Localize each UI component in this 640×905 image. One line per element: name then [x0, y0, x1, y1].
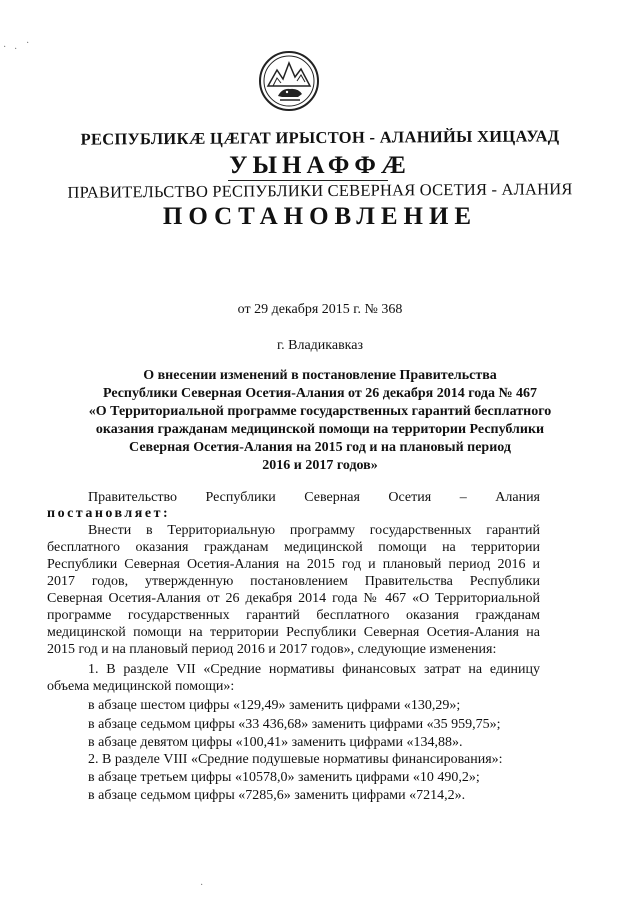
government-header-ossetian: РЕСПУБЛИКӔ ЦӔГАТ ИРЫСТОН - АЛАНИЙЫ ХИЦАУАД — [80, 126, 560, 149]
body-line: медицинской помощи на территории Республики Северная Осетия-Алания на — [47, 625, 540, 640]
title-line: Республики Северная Осетия-Алания от 26 декабря 2014 года № 467 — [102, 386, 538, 401]
body-line: программе государственных гарантий бесплатного оказания гражданам — [47, 608, 540, 623]
body-line: Северная Осетия-Алания от 26 декабря 2014 года № 467 «О Территориальной — [47, 591, 540, 606]
title-line: Северная Осетия-Алания на 2015 год и на плановый период — [129, 440, 511, 455]
body-line: Внести в Территориальную программу государственных гарантий — [88, 523, 540, 538]
decree-city: г. Владикавказ — [276, 338, 364, 353]
body-line: в абзаце седьмом цифры «7285,6» заменить цифрами «7214,2». — [88, 788, 466, 803]
body-line: бесплатного оказания гражданам медицинской помощи на территории — [47, 540, 540, 555]
body-line: 2015 год и на плановый период 2016 и 2017 годов», следующие изменения: — [47, 642, 497, 657]
body-line: Республики Северная Осетия-Алания на 2015 год и плановый период 2016 и — [47, 557, 540, 572]
body-line: 1. В разделе VII «Средние нормативы финансовых затрат на единицу — [88, 662, 540, 677]
scan-speck: · — [200, 880, 204, 891]
decree-title-ossetian: УЫНАФФӔ — [229, 152, 411, 179]
body-line: Правительство Республики Северная Осетия – Алания — [88, 490, 540, 505]
decree-title-russian: ПОСТАНОВЛЕНИЕ — [162, 203, 478, 230]
government-header-russian: ПРАВИТЕЛЬСТВО РЕСПУБЛИКИ СЕВЕРНАЯ ОСЕТИЯ - АЛАНИЯ — [67, 179, 573, 202]
title-line: 2016 и 2017 годов» — [262, 458, 378, 473]
title-line: «О Территориальной программе государственных гарантий бесплатного — [88, 404, 552, 419]
body-line: в абзаце шестом цифры «129,49» заменить цифрами «130,29»; — [88, 698, 461, 713]
body-line: в абзаце третьем цифры «10578,0» заменить цифрами «10 490,2»; — [88, 770, 480, 785]
body-line: в абзаце седьмом цифры «33 436,68» заменить цифрами «35 959,75»; — [88, 717, 501, 732]
title-line: оказания гражданам медицинской помощи на территории Республики — [95, 422, 545, 437]
scan-speck: · — [3, 42, 7, 53]
resolution-keyword: постановляет: — [47, 506, 171, 521]
body-line: 2. В разделе VIII «Средние подушевые нормативы финансирования»: — [88, 752, 503, 767]
body-line: 2017 годов, утвержденную постановлением Правительства Республики — [47, 574, 540, 589]
body-line: объема медицинской помощи»: — [47, 679, 235, 694]
title-line: О внесении изменений в постановление Правительства — [143, 368, 497, 383]
body-line: в абзаце девятом цифры «100,41» заменить цифрами «134,88». — [88, 735, 463, 750]
scan-speck: · — [26, 38, 30, 49]
decree-date-number: от 29 декабря 2015 г. № 368 — [237, 302, 403, 317]
scan-speck: · — [14, 44, 18, 55]
